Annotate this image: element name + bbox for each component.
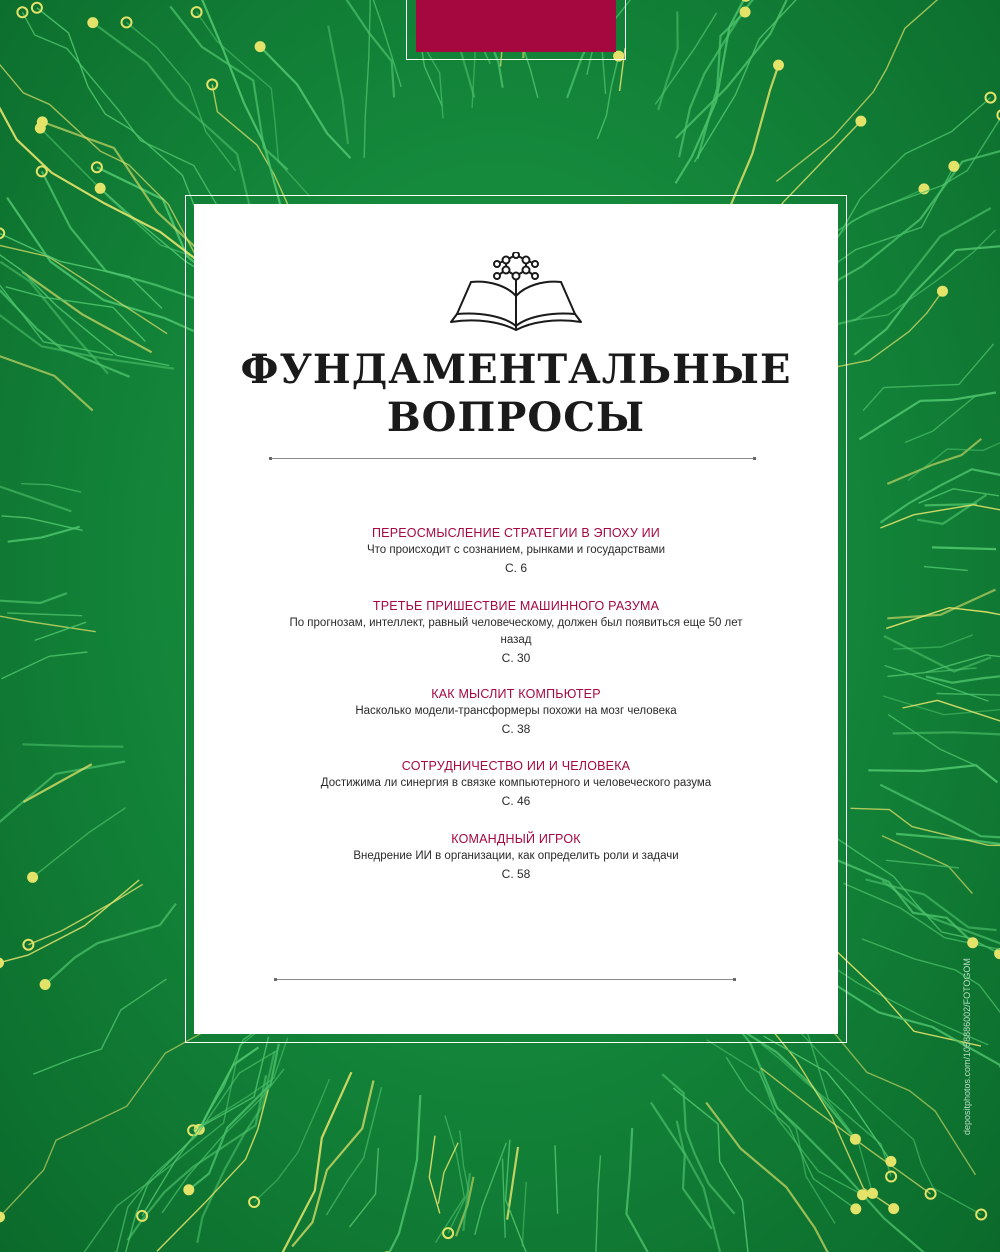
circuit-trace bbox=[76, 1016, 278, 1252]
circuit-trace bbox=[726, 1057, 856, 1209]
circuit-node bbox=[184, 1185, 193, 1194]
circuit-trace bbox=[0, 762, 125, 824]
circuit-trace bbox=[45, 904, 176, 985]
circuit-trace bbox=[6, 287, 146, 342]
entry-page-number: С. 58 bbox=[501, 867, 531, 881]
entry-description: Достижима ли синергия в связке компьютерного и человеческого разума bbox=[320, 777, 712, 789]
title-divider bbox=[269, 458, 756, 459]
circuit-trace bbox=[157, 1089, 268, 1251]
circuit-trace bbox=[42, 171, 205, 301]
contents-entry[interactable] bbox=[234, 757, 798, 810]
circuit-trace bbox=[893, 732, 1000, 735]
entry-title: СОТРУДНИЧЕСТВО ИИ И ЧЕЛОВЕКА bbox=[401, 759, 631, 773]
entry-page-number: С. 30 bbox=[501, 651, 531, 665]
circuit-trace bbox=[706, 1103, 828, 1252]
contents-entry[interactable] bbox=[234, 524, 798, 577]
circuit-trace bbox=[854, 245, 1000, 355]
circuit-trace bbox=[8, 527, 80, 542]
entry-page-number: С. 38 bbox=[501, 722, 531, 736]
contents-entry[interactable] bbox=[234, 830, 798, 883]
entry-title: ТРЕТЬЕ ПРИШЕСТВИЕ МАШИННОГО РАЗУМА bbox=[372, 599, 660, 613]
circuit-trace bbox=[932, 547, 996, 549]
circuit-trace bbox=[862, 939, 1000, 1013]
circuit-node bbox=[949, 162, 958, 171]
circuit-node bbox=[32, 3, 42, 13]
entry-title: КАК МЫСЛИТ КОМПЬЮТЕР bbox=[431, 687, 601, 701]
circuit-trace bbox=[292, 1081, 373, 1247]
circuit-trace bbox=[880, 505, 1000, 528]
photo-credit bbox=[962, 925, 976, 1135]
circuit-trace bbox=[33, 808, 126, 878]
circuit-trace bbox=[776, 0, 940, 181]
circuit-trace bbox=[0, 55, 205, 272]
circuit-node bbox=[36, 124, 45, 133]
circuit-trace bbox=[868, 765, 997, 782]
circuit-trace bbox=[438, 1143, 458, 1204]
circuit-trace bbox=[195, 0, 281, 205]
circuit-trace bbox=[503, 1159, 506, 1238]
circuit-trace bbox=[369, 0, 401, 87]
circuit-node bbox=[256, 42, 265, 51]
circuit-trace bbox=[888, 715, 978, 767]
circuit-trace bbox=[349, 1148, 378, 1227]
circuit-trace bbox=[21, 484, 81, 493]
circuit-trace bbox=[651, 1102, 712, 1228]
circuit-trace bbox=[128, 1075, 266, 1240]
circuit-trace bbox=[698, 12, 746, 159]
circuit-trace bbox=[0, 349, 93, 411]
circuit-trace bbox=[905, 395, 977, 443]
circuit-trace bbox=[786, 1018, 981, 1215]
circuit-node bbox=[0, 1213, 4, 1222]
circuit-trace bbox=[37, 8, 199, 219]
circuit-trace bbox=[260, 47, 350, 159]
circuit-node bbox=[28, 873, 37, 882]
circuit-node bbox=[889, 1204, 898, 1213]
circuit-trace bbox=[7, 613, 82, 616]
circuit-trace bbox=[24, 764, 92, 802]
circuit-trace bbox=[475, 1143, 507, 1235]
circuit-trace bbox=[740, 1029, 855, 1139]
circuit-trace bbox=[676, 0, 746, 183]
circuit-node bbox=[96, 184, 105, 193]
circuit-trace bbox=[522, 1182, 526, 1247]
circuit-trace bbox=[926, 675, 1000, 683]
circuit-trace bbox=[197, 1051, 274, 1242]
circuit-trace bbox=[882, 881, 1000, 944]
photo-credit-text: depositphotos.com/1058886002/FOTOGOM bbox=[962, 958, 972, 1135]
circuit-trace bbox=[364, 0, 370, 158]
circuit-trace bbox=[0, 593, 67, 603]
circuit-trace bbox=[328, 26, 348, 144]
bottom-divider bbox=[274, 979, 736, 980]
circuit-trace bbox=[886, 860, 959, 868]
page-title-line-1: ФУНДАМЕНТАЛЬНЫЕ bbox=[240, 346, 792, 393]
circuit-trace bbox=[764, 1036, 891, 1161]
entry-title: ПЕРЕОСМЫСЛЕНИЕ СТРАТЕГИИ В ЭПОХУ ИИ bbox=[371, 526, 660, 540]
circuit-node bbox=[938, 287, 947, 296]
circuit-node bbox=[88, 18, 97, 27]
circuit-trace bbox=[887, 590, 995, 619]
circuit-node bbox=[995, 949, 1000, 958]
circuit-trace bbox=[887, 439, 981, 484]
circuit-trace bbox=[596, 1155, 601, 1252]
circuit-trace bbox=[880, 785, 1000, 838]
circuit-trace bbox=[880, 469, 1000, 522]
circuit-trace bbox=[679, 0, 764, 157]
circuit-trace bbox=[338, 0, 394, 98]
circuit-trace bbox=[884, 636, 991, 672]
circuit-trace bbox=[662, 1074, 734, 1214]
circuit-trace bbox=[866, 879, 997, 930]
circuit-trace bbox=[694, 0, 804, 162]
circuit-node bbox=[0, 958, 3, 967]
circuit-trace bbox=[597, 56, 618, 139]
circuit-node bbox=[41, 980, 50, 989]
circuit-trace bbox=[936, 694, 1000, 696]
circuit-trace bbox=[0, 1016, 233, 1217]
circuit-trace bbox=[387, 1095, 420, 1252]
entry-description: Что происходит с сознанием, рынками и государствами bbox=[366, 544, 666, 556]
contents-entry[interactable] bbox=[234, 685, 798, 738]
circuit-trace bbox=[555, 1145, 558, 1214]
circuit-trace bbox=[655, 13, 716, 105]
circuit-trace bbox=[908, 439, 1000, 480]
circuit-trace bbox=[837, 291, 943, 367]
circuit-trace bbox=[0, 880, 139, 963]
circuit-trace bbox=[1, 652, 87, 679]
circuit-node bbox=[741, 8, 750, 17]
entry-description: По прогнозам, интеллект, равный человеческому, должен был появиться еще 50 лет назад bbox=[289, 617, 743, 646]
circuit-node bbox=[17, 7, 27, 17]
top-accent-tab bbox=[416, 0, 616, 52]
circuit-trace bbox=[0, 487, 71, 512]
contents-entry[interactable] bbox=[234, 597, 798, 667]
circuit-trace bbox=[676, 0, 787, 138]
circuit-trace bbox=[115, 1051, 276, 1252]
circuit-trace bbox=[707, 1040, 835, 1224]
entry-page-number: С. 46 bbox=[501, 794, 531, 808]
circuit-node bbox=[774, 61, 783, 70]
circuit-trace bbox=[626, 1128, 658, 1252]
contents-panel bbox=[194, 204, 838, 1034]
circuit-trace bbox=[23, 744, 124, 746]
circuit-trace bbox=[826, 208, 991, 327]
circuit-trace bbox=[859, 393, 996, 440]
circuit-trace bbox=[924, 567, 968, 571]
circuit-trace bbox=[2, 516, 83, 531]
circuit-trace bbox=[197, 12, 310, 196]
circuit-trace bbox=[212, 85, 290, 209]
circuit-trace bbox=[127, 22, 236, 170]
entry-page-number: С. 6 bbox=[504, 561, 527, 575]
circuit-trace bbox=[33, 979, 166, 1074]
page-title-line-2: ВОПРОСЫ bbox=[386, 394, 646, 441]
circuit-node bbox=[856, 117, 865, 126]
entry-title: КОМАНДНЫЙ ИГРОК bbox=[451, 832, 581, 846]
circuit-node bbox=[851, 1204, 860, 1213]
circuit-trace bbox=[0, 233, 162, 308]
circuit-trace bbox=[40, 128, 198, 258]
circuit-node bbox=[858, 1190, 867, 1199]
entry-description: Насколько модели-трансформеры похожи на мозг человека bbox=[355, 705, 677, 717]
entry-description: Внедрение ИИ в организации, как определить роли и задачи bbox=[353, 850, 679, 862]
circuit-trace bbox=[733, 1021, 936, 1252]
circuit-trace bbox=[35, 622, 86, 640]
open-book-with-network-icon bbox=[449, 252, 583, 334]
